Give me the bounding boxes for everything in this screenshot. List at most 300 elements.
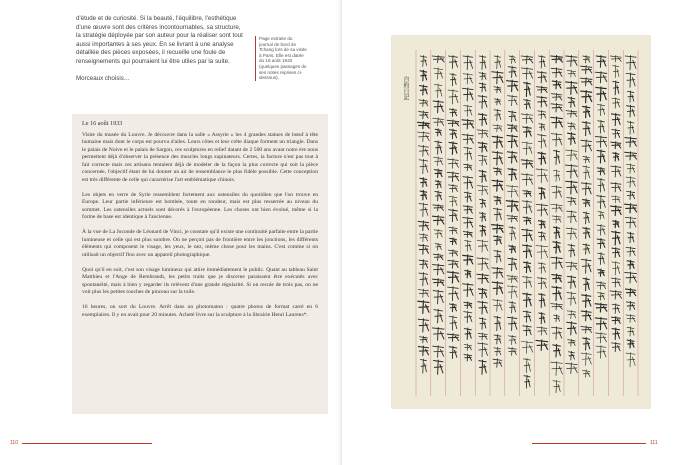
manuscript-character	[612, 261, 620, 275]
manuscript-character	[492, 71, 503, 83]
diary-paragraph: Les objets en verre de Syrie ressemblent fortement aux ustensiles du quotidien que l'on trouve en Europe. Leur partie inférieure est bombée, toute en rondeur, mais est plus resserrée au niveau du sommet. Les ustensiles actuels sont décorés à l'européenne. Les choses ont bien évolué, même si la forme de base est identique à l'ancienne.	[82, 191, 318, 220]
manuscript-character	[596, 346, 606, 359]
manuscript-character	[539, 56, 546, 69]
manuscript-character	[625, 152, 637, 160]
manuscript-character	[537, 96, 547, 107]
manuscript-character	[627, 121, 634, 134]
manuscript-character	[537, 71, 546, 82]
manuscript-character	[433, 101, 443, 113]
manuscript-character	[536, 86, 547, 93]
manuscript-character	[434, 229, 442, 238]
manuscript-character	[612, 328, 619, 339]
manuscript-character	[507, 275, 517, 282]
manuscript-character	[463, 205, 472, 213]
manuscript-character	[626, 73, 635, 87]
manuscript-character	[508, 347, 516, 355]
manuscript-character	[611, 142, 621, 149]
manuscript-character	[627, 91, 634, 102]
manuscript-character	[508, 111, 515, 122]
manuscript-character	[582, 294, 591, 307]
manuscript-character	[598, 292, 605, 300]
manuscript-character	[464, 344, 471, 351]
manuscript-character	[434, 309, 442, 323]
manuscript-character	[463, 88, 473, 101]
manuscript-character	[613, 65, 619, 78]
manuscript-character	[552, 327, 562, 340]
manuscript-character	[567, 211, 577, 223]
manuscript-character	[597, 238, 605, 248]
manuscript-character	[477, 129, 488, 138]
manuscript-character	[582, 122, 590, 136]
manuscript-character	[521, 113, 533, 123]
manuscript-character	[627, 191, 635, 200]
manuscript-character	[449, 129, 456, 139]
manuscript-character	[596, 282, 605, 290]
manuscript-character	[551, 303, 563, 310]
manuscript-character	[477, 240, 488, 252]
manuscript-character	[551, 117, 563, 128]
manuscript-character	[418, 221, 429, 231]
manuscript-character	[551, 257, 562, 269]
manuscript-character	[581, 140, 592, 152]
manuscript-character	[420, 359, 426, 373]
manuscript-character	[551, 56, 563, 63]
manuscript-character	[435, 141, 442, 154]
manuscript-character	[523, 293, 531, 307]
manuscript-character	[450, 238, 457, 245]
manuscript-character	[420, 70, 426, 81]
manuscript-character	[478, 333, 487, 340]
manuscript-character	[551, 204, 562, 212]
manuscript-character	[463, 283, 474, 296]
manuscript-character	[566, 262, 577, 271]
manuscript-character	[610, 206, 621, 216]
manuscript-character	[536, 168, 547, 182]
manuscript-character	[538, 220, 545, 228]
manuscript-character	[494, 86, 501, 93]
manuscript-character	[567, 310, 576, 318]
manuscript-character	[449, 316, 457, 330]
manuscript-character	[551, 93, 562, 101]
manuscript-character	[480, 199, 486, 208]
manuscript-character	[494, 316, 501, 330]
manuscript-character	[433, 346, 444, 358]
manuscript-character	[479, 72, 486, 80]
manuscript-character	[449, 227, 457, 234]
manuscript-character	[595, 317, 606, 329]
manuscript-character	[566, 150, 578, 161]
manuscript-character	[567, 70, 576, 77]
manuscript-character	[537, 277, 546, 289]
manuscript-character	[626, 289, 636, 297]
manuscript-character	[523, 311, 531, 322]
manuscript-character	[522, 229, 532, 242]
manuscript-character	[434, 360, 443, 374]
manuscript-character	[611, 196, 620, 203]
manuscript-character	[523, 262, 530, 273]
manuscript-character	[568, 339, 576, 346]
manuscript-character	[418, 319, 428, 332]
manuscript-character	[493, 168, 501, 176]
manuscript-character	[538, 110, 546, 118]
manuscript-character	[464, 328, 471, 339]
manuscript-character	[447, 120, 459, 127]
manuscript-character	[565, 165, 577, 179]
manuscript-character	[449, 184, 458, 192]
manuscript-character	[597, 167, 605, 175]
manuscript-character	[566, 181, 577, 194]
manuscript-character	[418, 122, 430, 129]
manuscript-character	[566, 56, 577, 67]
manuscript-character	[581, 259, 591, 273]
manuscript-character	[626, 353, 635, 367]
manuscript-character	[553, 241, 560, 253]
manuscript-character	[492, 224, 504, 233]
manuscript-character	[552, 286, 561, 300]
manuscript-character	[478, 95, 487, 108]
manuscript-character	[568, 351, 574, 360]
manuscript-character	[524, 375, 530, 388]
manuscript-character	[463, 73, 472, 84]
manuscript-character	[479, 56, 486, 70]
manuscript-character	[598, 253, 605, 265]
manuscript-character	[627, 260, 634, 269]
manuscript-character	[551, 362, 563, 376]
manuscript-character	[462, 119, 474, 129]
manuscript-character	[521, 68, 532, 80]
manuscript-character	[596, 332, 607, 342]
manuscript-character	[477, 185, 488, 195]
intro-text	[76, 15, 246, 91]
manuscript-character	[449, 346, 457, 358]
manuscript-character	[597, 225, 605, 236]
manuscript-character	[448, 250, 457, 257]
manuscript-character	[432, 216, 444, 225]
manuscript-character	[522, 245, 531, 258]
manuscript-character	[418, 346, 428, 356]
manuscript-character	[551, 133, 562, 146]
manuscript-character	[554, 227, 560, 239]
manuscript-character	[508, 258, 517, 271]
manuscript-character	[553, 344, 561, 356]
manuscript-character	[598, 211, 604, 219]
manuscript-character	[432, 264, 443, 275]
manuscript-character	[626, 164, 635, 173]
manuscript-character	[448, 287, 459, 301]
manuscript-character	[507, 151, 516, 163]
manuscript-character	[568, 133, 576, 145]
manuscript-character	[625, 272, 637, 283]
manuscript-character	[464, 105, 472, 116]
intro-paragraph: d'étude et de curiosité. Si la beauté, l'équilibre, l'esthétique d'une œuvre sont des critères incontournables, sa structure, la stratégie déployée par son auteur pour la réaliser sont tout aussi importantes à ses yeux. En se livrant à une analyse détaillée des pièces exposées, il recueille une foule de renseignements qui pourraient lui être utiles par la suite.	[76, 15, 243, 65]
manuscript-character	[494, 250, 501, 263]
manuscript-character	[478, 301, 487, 314]
manuscript-character	[627, 105, 635, 117]
manuscript-character	[433, 254, 443, 261]
manuscript-character	[509, 302, 516, 313]
manuscript-character	[433, 204, 444, 211]
manuscript-character	[448, 159, 459, 169]
manuscript-character	[507, 95, 517, 106]
manuscript-character	[507, 135, 517, 148]
manuscript-character	[553, 380, 560, 392]
manuscript-character	[463, 255, 473, 265]
manuscript-character	[463, 176, 473, 189]
manuscript-character	[536, 245, 548, 259]
manuscript-character	[447, 271, 458, 283]
manuscript-character	[539, 293, 546, 307]
manuscript-character	[419, 234, 428, 242]
manuscript-character	[477, 257, 489, 270]
manuscript-character	[583, 199, 590, 207]
manuscript-character	[477, 274, 488, 284]
manuscript-photo	[392, 36, 650, 408]
manuscript-character	[449, 142, 457, 154]
manuscript-character	[580, 78, 592, 86]
diary-paragraph: Visite du musée du Louvre. Je découvre dans la salle « Assyrie » les 4 grandes statues de bœuf à tête humaine mais dont le corps est pourvu d'ailes. Leurs côtes et leur crête iliaque forment un triangle. Dans le palais de Nuive et le palais de Sargon, ces sculptures en relief datant de 2 500 ans avant notre ère nous permettent déjà d'observer la présence des muscles longs supinateurs. Certes, la facture n'est pas tout à fait correcte mais ces artisans tentaient déjà de modeler de la façon la plus correcte qui soit la pièce concernée, l'objectif étant de lui donner un air de ressemblance le plus fidèle possible. Cette conception est très différente de celle qui caractérise l'art emblématique chinois.	[82, 131, 318, 183]
manuscript-character	[479, 318, 486, 330]
manuscript-character	[595, 136, 606, 147]
manuscript-character	[581, 311, 591, 321]
manuscript-character	[494, 334, 501, 344]
manuscript-character	[492, 282, 503, 295]
manuscript-character	[625, 204, 637, 213]
page-number-left: 110	[10, 440, 18, 446]
manuscript-character	[509, 56, 515, 64]
diary-date: Le 16 août 1933	[82, 120, 123, 127]
manuscript-character	[538, 152, 546, 164]
manuscript-character	[508, 317, 517, 331]
manuscript-character	[524, 99, 531, 109]
manuscript-character	[581, 326, 592, 333]
manuscript-character	[463, 231, 472, 238]
manuscript-character	[449, 196, 457, 207]
manuscript-character	[465, 270, 471, 278]
manuscript-character	[552, 274, 562, 283]
manuscript-character	[567, 276, 575, 289]
manuscript-character	[479, 83, 486, 92]
manuscript-character	[537, 134, 546, 148]
manuscript-character	[625, 56, 636, 70]
manuscript-character	[611, 183, 621, 192]
manuscript-character	[493, 359, 502, 368]
manuscript-character	[611, 113, 620, 125]
manuscript-character	[494, 56, 501, 69]
manuscript-character	[494, 196, 501, 204]
manuscript-character	[625, 137, 636, 147]
manuscript-character	[478, 288, 486, 298]
manuscript-character	[625, 217, 636, 228]
manuscript-character	[521, 159, 533, 168]
manuscript-character	[508, 66, 516, 77]
manuscript-character	[551, 103, 562, 112]
diary-excerpt-box	[72, 114, 328, 414]
manuscript-character	[418, 145, 428, 156]
manuscript-character	[465, 240, 472, 251]
photo-caption: Page extraite du journal de bord de Tchang lors de sa visite à Paris. Elle est datée du 16 août 1933 (quelques passages de ses notes reprises ci-dessous).	[255, 36, 307, 81]
manuscript-character	[508, 335, 516, 344]
manuscript-character	[419, 203, 428, 217]
manuscript-character	[419, 336, 427, 343]
manuscript-character	[611, 317, 620, 324]
page-rule-left	[22, 443, 152, 444]
manuscript-character	[434, 157, 443, 166]
manuscript-character	[418, 289, 428, 297]
manuscript-character	[568, 122, 576, 130]
manuscript-character	[539, 312, 545, 323]
manuscript-character	[551, 68, 562, 78]
manuscript-character	[595, 72, 607, 83]
manuscript-character	[583, 278, 589, 291]
manuscript-character	[568, 97, 575, 107]
manuscript-character	[612, 98, 620, 108]
manuscript-character	[449, 209, 458, 221]
manuscript-character	[522, 142, 532, 155]
manuscript-character	[597, 195, 606, 208]
manuscript-character	[523, 126, 531, 137]
manuscript-character	[566, 81, 577, 94]
manuscript-character	[493, 299, 503, 311]
manuscript-character	[552, 215, 561, 223]
manuscript-character	[613, 81, 619, 95]
manuscript-character	[464, 147, 472, 161]
manuscript-character	[450, 303, 457, 311]
manuscript-character	[595, 303, 607, 312]
manuscript-character	[449, 109, 456, 117]
manuscript-character	[566, 110, 577, 117]
manuscript-character	[626, 177, 635, 188]
manuscript-handwriting	[392, 36, 650, 408]
intro-heading-morceaux: Morceaux choisis…	[76, 74, 130, 82]
manuscript-character	[479, 114, 487, 126]
manuscript-character	[492, 180, 503, 191]
manuscript-character	[552, 81, 561, 89]
manuscript-character	[420, 191, 426, 200]
manuscript-character	[568, 244, 575, 257]
manuscript-character	[435, 191, 442, 201]
manuscript-character	[507, 80, 518, 91]
manuscript-character	[448, 56, 457, 69]
manuscript-character	[566, 228, 576, 240]
manuscript-character	[583, 166, 590, 180]
manuscript-character	[611, 342, 620, 351]
manuscript-character	[507, 215, 518, 222]
manuscript-character	[480, 212, 486, 221]
page-rule-right	[532, 443, 646, 444]
manuscript-character	[523, 190, 531, 197]
manuscript-character	[433, 118, 444, 126]
manuscript-character	[506, 185, 518, 197]
manuscript-character	[507, 285, 517, 298]
manuscript-character	[597, 104, 605, 116]
diary-paragraph: 16 heures, on sort du Louvre. Arrêt dans un photomaton : quatre photos de format carré en 6 exemplaires. Il y en avait pour 20 minutes. Acheté livre sur la sculpture à la librairie Henri Laurens*.	[82, 304, 318, 318]
page-number-right: 111	[650, 440, 658, 446]
manuscript-character	[596, 56, 606, 68]
manuscript-character	[419, 159, 428, 173]
manuscript-character	[420, 85, 428, 95]
manuscript-character	[447, 172, 458, 182]
manuscript-character	[419, 260, 428, 269]
manuscript-character	[567, 292, 576, 305]
manuscript-character	[432, 327, 443, 340]
manuscript-character	[418, 132, 430, 142]
manuscript-character	[419, 111, 428, 119]
manuscript-character	[492, 152, 502, 166]
manuscript-character	[435, 129, 441, 136]
manuscript-character	[434, 84, 442, 98]
manuscript-character	[627, 340, 634, 348]
manuscript-character	[478, 155, 487, 165]
manuscript-character	[494, 98, 500, 105]
manuscript-character	[583, 212, 589, 224]
manuscript-character	[509, 245, 516, 253]
manuscript-character	[479, 360, 486, 374]
manuscript-character	[480, 225, 486, 236]
manuscript-character	[493, 236, 501, 245]
manuscript-character	[523, 358, 530, 372]
manuscript-character	[583, 370, 590, 377]
manuscript-character	[612, 129, 620, 138]
manuscript-character	[478, 343, 488, 357]
manuscript-character	[418, 244, 428, 254]
manuscript-character	[553, 170, 559, 182]
manuscript-character	[611, 278, 620, 287]
manuscript-character	[612, 248, 620, 258]
manuscript-character	[462, 134, 473, 144]
manuscript-character	[464, 192, 471, 202]
diary-paragraph: Quoi qu'il en soit, c'est son visage lumineux qui attire immédiatement le public. Quant au tableau Saint Matthieu et l'Ange de Rembrandt, les petits traits que je discerne paraissent être exécutés avec spontanéité, mais à bien y regarder ils relèvent d'une grande régularité. Si on recule de trois pas, on ne voit plus les petites touches de pinceau sur la toile.	[82, 266, 318, 295]
manuscript-character	[522, 276, 531, 288]
manuscript-character	[583, 227, 590, 238]
manuscript-character	[597, 178, 604, 192]
manuscript-character	[492, 267, 503, 278]
manuscript-character	[433, 290, 443, 304]
manuscript-character	[432, 56, 444, 63]
manuscript-character	[552, 186, 562, 199]
manuscript-character	[581, 91, 592, 103]
manuscript-column-label: 自約日記	[402, 76, 409, 100]
manuscript-character	[611, 166, 621, 178]
manuscript-character	[626, 314, 635, 322]
manuscript-character	[554, 150, 560, 164]
manuscript-character	[448, 260, 458, 268]
manuscript-character	[463, 217, 473, 228]
manuscript-character	[627, 327, 634, 336]
manuscript-character	[627, 232, 634, 242]
manuscript-character	[583, 244, 590, 254]
manuscript-character	[567, 197, 576, 205]
manuscript-character	[507, 124, 517, 131]
manuscript-character	[435, 243, 441, 250]
manuscript-character	[493, 208, 501, 221]
manuscript-character	[493, 125, 502, 132]
manuscript-character	[613, 220, 619, 227]
manuscript-character	[596, 87, 606, 101]
manuscript-character	[539, 123, 545, 131]
manuscript-character	[538, 232, 545, 241]
manuscript-character	[613, 152, 619, 161]
manuscript-character	[418, 301, 429, 314]
manuscript-character	[523, 217, 531, 225]
manuscript-character	[521, 341, 533, 353]
manuscript-character	[523, 325, 531, 335]
manuscript-character	[448, 90, 458, 104]
manuscript-character	[494, 109, 501, 120]
manuscript-character	[447, 334, 459, 342]
manuscript-character	[494, 347, 501, 355]
manuscript-character	[450, 73, 456, 85]
manuscript-character	[420, 178, 427, 187]
